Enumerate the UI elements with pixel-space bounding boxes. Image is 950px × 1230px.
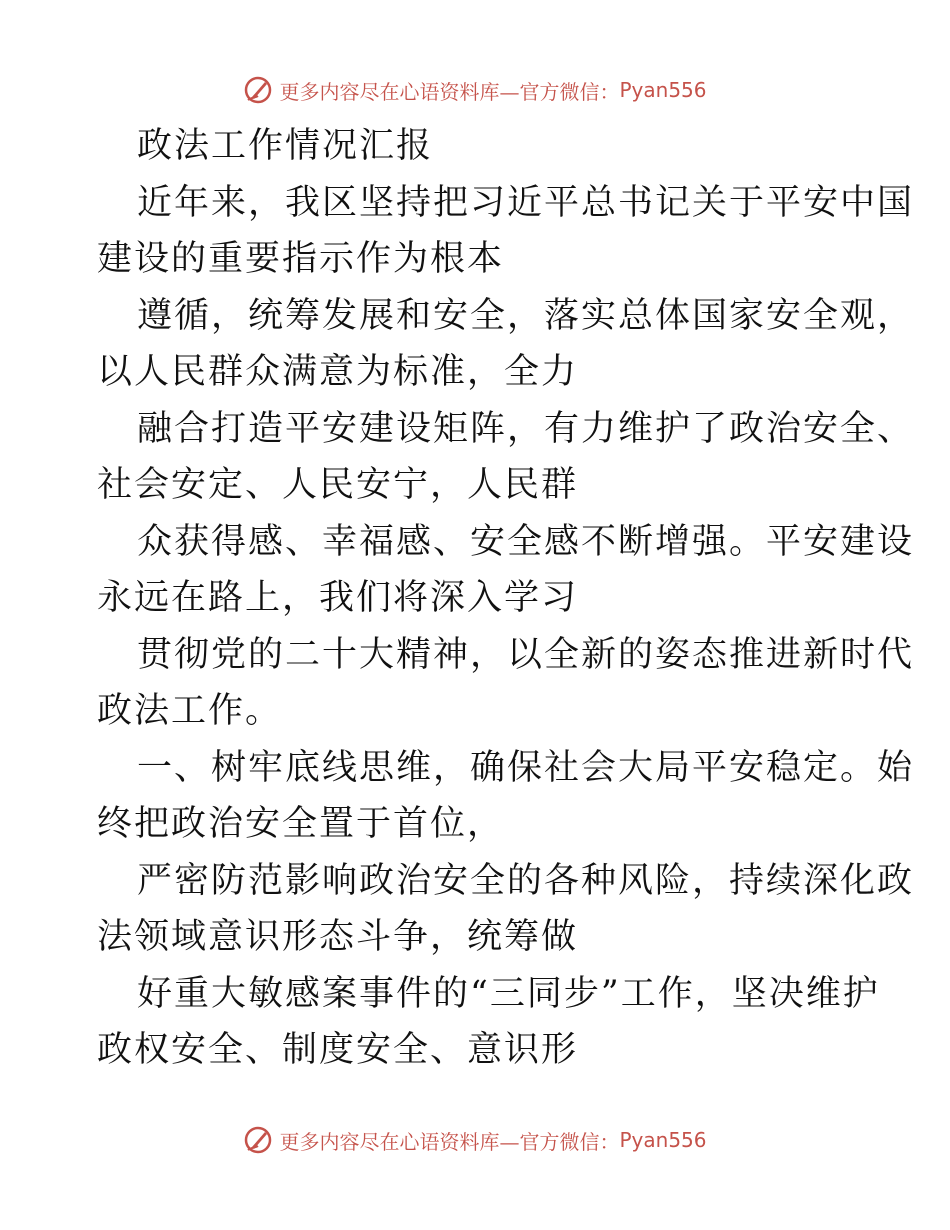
- text-line: 众获得感、幸福感、安全感不断增强。平安建设: [137, 521, 915, 562]
- quill-pen-logo-icon: [243, 75, 273, 105]
- footer-wechat-id: Pyan556: [619, 1128, 707, 1152]
- text-line: 永远在路上，我们将深入学习: [97, 578, 579, 618]
- footer-slogan: 更多内容尽在心语资料库—官方微信：: [279, 1129, 620, 1154]
- text-line: 严密防范影响政治安全的各种风险，持续深化政: [137, 860, 915, 901]
- text-line: 贯彻党的二十大精神，以全新的姿态推进新时代: [137, 634, 915, 675]
- quill-pen-logo-icon: [243, 1125, 273, 1155]
- footer-banner: [0, 1120, 950, 1160]
- header-slogan: 更多内容尽在心语资料库—官方微信：: [279, 79, 620, 104]
- header-wechat-id: Pyan556: [619, 78, 707, 102]
- text-line: 融合打造平安建设矩阵，有力维护了政治安全、: [137, 408, 915, 449]
- text-line: 建设的重要指示作为根本: [97, 239, 505, 279]
- text-line: 终把政治安全置于首位，: [97, 804, 505, 844]
- text-line: 遵循，统筹发展和安全，落实总体国家安全观，: [137, 295, 915, 336]
- section-heading-line: 一、树牢底线思维，确保社会大局平安稳定。始: [137, 747, 915, 788]
- text-line: 法领域意识形态斗争，统筹做: [97, 917, 579, 957]
- text-line: 社会安定、人民安宁，人民群: [97, 465, 579, 505]
- header-banner: [0, 70, 950, 110]
- text-line: 好重大敏感案事件的“三同步”工作，坚决维护: [137, 973, 880, 1014]
- text-line: 近年来，我区坚持把习近平总书记关于平安中国: [137, 182, 915, 223]
- text-line: 以人民群众满意为标准，全力: [97, 352, 579, 392]
- text-line: 政权安全、制度安全、意识形: [97, 1030, 579, 1070]
- document-body: [97, 118, 915, 1079]
- document-title: 政法工作情况汇报: [137, 126, 434, 166]
- text-line: 政法工作。: [97, 691, 283, 731]
